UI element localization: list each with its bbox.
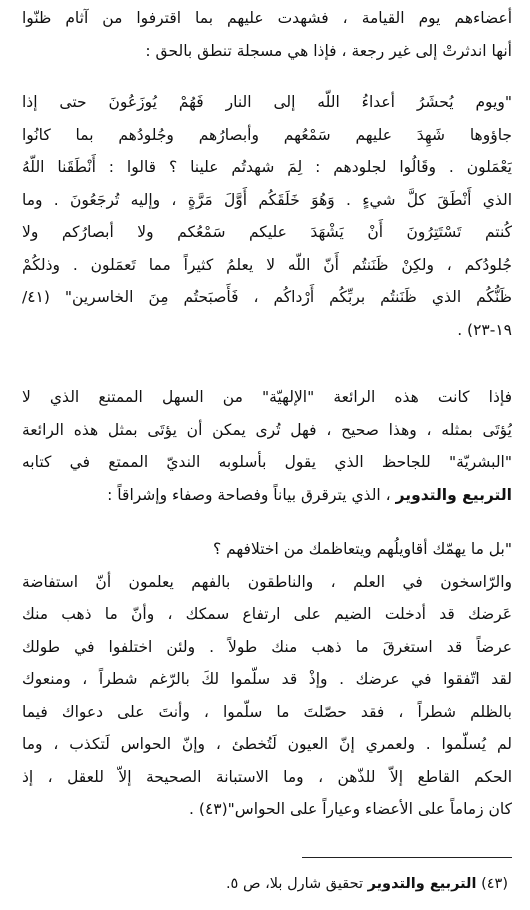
text-line: لقد اتّفقوا في عرضك . وإذْ قد سلّموا لكَ بالرّغم شطراً ، ومنعوك xyxy=(22,670,512,688)
text-line: كُنتم تَسْتَتِرُونَ أَنْ يَشْهَدَ عليكم سَمْعُكم ولا أبصارُكم ولا xyxy=(22,223,512,241)
footnote-title: التربيع والتدوير xyxy=(367,876,477,892)
footnote-marker: (٤٣) xyxy=(481,876,508,892)
text-line: لم يُسلّموا . ولعمري إنّ العيون لَتُخطئ ، وإنّ الحواس لَتكذب ، وما xyxy=(22,735,512,753)
text-line: بالظلم شطراً ، فقد حصّلتَ ما سلّموا ، وأنتَ على دعواك فيما xyxy=(22,702,512,721)
text-line: "ويوم يُحشَرُ أعداءُ اللّه إلى النار فَهُمْ يُوزَعُونَ حتى إذا xyxy=(22,93,512,111)
text-line: أعضاءهم يوم القيامة ، فشهدت عليهم بما اقترفوا من آثام ظنّوا xyxy=(22,9,512,27)
jahiz-quote xyxy=(22,533,512,826)
paragraph-2 xyxy=(22,381,512,511)
text-line: جُلودُكم ، ولكِنْ ظَنَنتُم أَنّ اللّه لا يعلمُ كثيراً مما تَعمَلون . وذلكُمْ xyxy=(22,255,512,274)
text-line: جاؤوها شَهِدَ عليهم سَمْعُهم وأبصارُهم وجُلودُهم بما كانُوا xyxy=(22,125,512,144)
footnote-divider xyxy=(302,857,512,858)
book-title: التربيع والتدوير xyxy=(395,485,512,504)
text-line: الذي أَنْطَقَ كلَّ شيءٍ . وَهُوَ خَلَقَكُم أَوَّلَ مَرَّةٍ ، وإليه تُرجَعُونَ . وما xyxy=(22,190,512,209)
text-line: فإذا كانت هذه الرائعة "الإلهيّة" من السهل الممتنع الذي لا xyxy=(22,388,512,406)
text-line: كان زماماً على الأعضاء وعياراً على الحواس"(٤٣) . xyxy=(189,800,512,818)
text-line: والرّاسخون في العلم ، والناطقون بالفهم يعلمون أنّ استفاضة xyxy=(22,572,512,591)
text-line: ١٩-٢٣) . xyxy=(457,320,512,339)
text-line: عَرضك قد أدخلت الضيم على ارتفاع سمكك ، وأنّ ما ذهب منك xyxy=(22,605,512,623)
footnote-text: تحقيق شارل بلا، ص ٥. xyxy=(225,876,363,892)
text-line: أنها اندثرتْ إلى غير رجعة ، فإذا هي مسجلة تنطق بالحق : xyxy=(145,41,512,60)
text-line: يُؤتَى بمثله ، وهذا صحيح ، فهل تُرى يمكن أن يؤتَى بمثل هذه الرائعة xyxy=(22,420,512,439)
text-line: "البشريّة" للجاحظ الذي يقول بأسلوبه النديّ الممتع في كتابه xyxy=(22,453,512,471)
text-line: "بل ما يهمّك أقاويلُهم ويتعاظمك من اختلافهم ؟ xyxy=(212,540,512,558)
text-line: ظَنُّكُم الذي ظَنَنتُم بربِّكُم أَرْداكُم ، فَأَصبَحتُم مِنَ الخاسرين" (٤١/ xyxy=(22,288,512,306)
quranic-quote xyxy=(22,86,512,346)
text-line: عرضاً قد استغرقَ ما ذهب منك طولاً . ولئن اختلفوا في طولك xyxy=(22,637,512,656)
paragraph-1 xyxy=(22,2,512,67)
footnote xyxy=(22,873,508,895)
text-line xyxy=(22,479,512,512)
text-line: الحكم القاطع إلاّ للذّهن ، وما الاستبانة الصحيحة إلاّ للعقل ، إذ xyxy=(22,767,512,786)
text-span: ، الذي يترقرق بياناً وفصاحة وصفاء وإشراقاً : xyxy=(107,485,391,504)
text-line: يَعْمَلون . وقَالُوا لجلودهم : لِمَ شهدتُم علينا ؟ قالوا : أَنْطَقَنا اللّهُ xyxy=(22,158,512,176)
